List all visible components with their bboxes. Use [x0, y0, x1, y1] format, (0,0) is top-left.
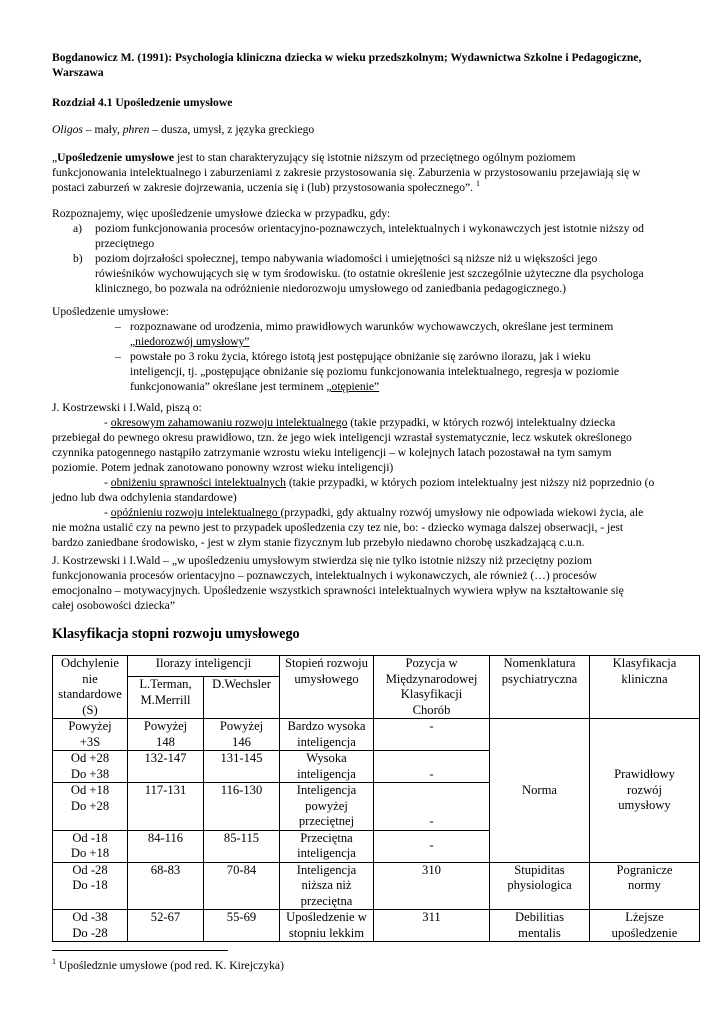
cell-spacer — [376, 751, 487, 767]
cell-text-line: L.Terman, — [139, 677, 192, 692]
etymology-line — [52, 122, 684, 137]
list-item-text — [130, 379, 680, 394]
list-item-text: rówieśników wychowujących się w tym środowisku. (to ostatnie określenie jest szczególnie użyteczne dla psychologa — [95, 267, 644, 280]
cell-text-line: Powyżej — [68, 719, 112, 733]
oligos-meaning: – mały, — [82, 123, 123, 136]
header-clinical — [590, 656, 700, 719]
table-row — [53, 719, 700, 751]
cell-text-line: +3S — [79, 734, 101, 749]
term-okresowe-zahamowanie: okresowym zahamowaniu rozwoju intelektualnego — [110, 416, 348, 429]
list-item-text — [130, 334, 680, 349]
list-item — [52, 319, 680, 349]
footnote-separator — [52, 950, 228, 951]
cell-text-line: Od +18 — [70, 783, 110, 797]
cell-text-line: rozwój — [627, 782, 662, 797]
paragraph-text: (takie przypadki, w których rozwój intelektualny dziecka — [347, 416, 616, 429]
cell-clinical — [590, 910, 700, 942]
cell-text-line: inteligencja — [297, 734, 356, 749]
list-item — [52, 221, 680, 251]
kostrzewski-wald-quote — [52, 553, 686, 613]
cell-terman: 117-131 — [128, 783, 204, 831]
cell-degree — [280, 783, 374, 831]
cell-text-line: standardowe — [58, 687, 122, 701]
paragraph-line: funkcjonowania procesów orientacyjno – poznawczych, intelektualnych i wykonawczych, ale również (…) procesów — [52, 569, 598, 582]
cell-text-line: Prawidłowy — [614, 767, 675, 781]
header-icd — [374, 656, 490, 719]
reference-line: Warszawa — [52, 66, 104, 79]
cell-text-line: psychiatryczna — [501, 671, 578, 686]
table-row — [53, 910, 700, 942]
cell-text-line: niższa niż — [301, 878, 352, 892]
cell-text-line: stopniu lekkim — [288, 925, 365, 940]
cell-text-line: Pogranicze — [616, 862, 673, 877]
definition-paragraph — [52, 150, 680, 195]
open-quote: „ — [52, 151, 58, 164]
cell-text-line: Międzynarodowej — [385, 671, 478, 686]
list-item-text: poziom funkcjonowania procesów orientacyjno-poznawczych, intelektualnych i wykonawczych jest istotnie niższy od — [95, 222, 644, 235]
cell-text-line: Pozycja w — [405, 656, 458, 670]
cell-deviation — [53, 862, 128, 910]
cell-text-line: Stopień rozwoju — [285, 656, 368, 670]
paragraph-line: poziomie. Potem jednak zanotowano ponowny wzrost wieku inteligencji) — [52, 461, 394, 474]
paragraph-line: przebiegał do pewnego okresu prawidłowo, tzn. że jego wiek inteligencji wzrastał systematycznie, lecz wskutek określonego — [52, 431, 632, 444]
cell-text-line: Upośledzenie w — [286, 910, 367, 924]
reference-line: Bogdanowicz M. (1991): Psychologia kliniczna dziecka w wieku przedszkolnym; Wydawnictwa Szkolne i Pedagogiczne, — [52, 51, 642, 64]
cell-text-line: mentalis — [518, 925, 561, 940]
cell-deviation — [53, 783, 128, 831]
disability-types-list — [52, 319, 680, 394]
cell-text-line: Przeciętna — [300, 830, 353, 845]
cell-nomenclature — [490, 910, 590, 942]
cell-text-line: Inteligencja — [296, 862, 357, 877]
footnote — [52, 958, 652, 973]
term-niedorozwoj: „niedorozwój umysłowy” — [130, 335, 250, 348]
cell-text-line: 148 — [156, 734, 175, 749]
cell-text-line: - — [429, 719, 434, 733]
definition-text: jest to stan charakteryzujący się istotnie niższym od przeciętnego ogólnym poziomem — [174, 151, 576, 164]
cell-spacer — [376, 783, 487, 799]
paragraph-line: J. Kostrzewski i I.Wald – „w upośledzeniu umysłowym stwierdza się nie tylko istotnie niższy niż przeciętny poziom — [52, 554, 592, 567]
cell-wechsler: 55-69 — [204, 910, 280, 942]
list-item-text: klinicznego, bo pozwala na odróżnienie niedorozwoju umysłowego od zaniedbania pedagogicznego.) — [95, 282, 566, 295]
definition-term: Upośledzenie umysłowe — [57, 151, 175, 164]
table-row — [53, 862, 700, 910]
cell-text-line: powyżej — [305, 798, 348, 813]
cell-terman: 52-67 — [128, 910, 204, 942]
dash: - — [104, 506, 111, 519]
cell-clinical — [590, 862, 700, 910]
paragraph-line: czynnika patogennego nastąpiło zatrzymanie wzrostu wieku inteligencji – w kolejnych latach pozostawał na tym samym — [52, 446, 612, 459]
cell-text-line: Wysoka — [306, 751, 347, 765]
definition-line: funkcjonowania intelektualnego i zaburzeniami z zakresie przystosowania się. Zaburzenia w przystosowaniu przejawiają się w — [52, 166, 641, 179]
cell-text-line: przeciętna — [300, 893, 353, 908]
header-degree — [280, 656, 374, 719]
cell-wechsler: 131-145 — [204, 751, 280, 783]
cell-text-line: Do -18 — [72, 878, 108, 892]
section-intro: J. Kostrzewski i I.Wald, piszą o: — [52, 401, 202, 414]
cell-text-line: Do +38 — [70, 766, 110, 781]
cell-nomenclature — [490, 862, 590, 910]
cell-text-line: Do -28 — [72, 925, 108, 940]
list-item-text: inteligencji, tj. „postępujące obniżanie się poziomu funkcjonowania intelektualnego, regresja w poziomie — [130, 365, 620, 378]
cell-text-line: - — [429, 766, 434, 781]
header-terman — [128, 677, 204, 719]
header-nomenclature — [490, 656, 590, 719]
header-wechsler: D.Wechsler — [204, 677, 280, 719]
paragraph-line — [52, 505, 686, 520]
cell-terman — [128, 719, 204, 751]
cell-text-line: Odchylenie — [60, 656, 120, 670]
cell-terman: 84-116 — [128, 830, 204, 862]
diagnosis-intro: Rozpoznajemy, więc upośledzenie umysłowe dziecka w przypadku, gdy: — [52, 207, 391, 220]
cell-text-line: (S) — [82, 702, 98, 717]
list-item — [52, 251, 680, 296]
paragraph-text: (przypadki, gdy aktualny rozwój umysłowy nie odpowiada wiekowi życia, ale — [280, 506, 644, 519]
cell-icd — [374, 719, 490, 751]
cell-text-line: Debilitias — [515, 910, 564, 924]
list-item — [52, 349, 680, 394]
footnote-mark: 1 — [52, 957, 56, 966]
cell-deviation — [53, 830, 128, 862]
definition-line — [52, 180, 680, 195]
term-otepienie: „otępienie” — [326, 380, 380, 393]
cell-text-line: Do +18 — [70, 846, 110, 860]
cell-text-line: Klasyfikacji — [400, 687, 463, 701]
cell-deviation — [53, 719, 128, 751]
cell-icd — [374, 751, 490, 783]
classification-heading: Klasyfikacja stopni rozwoju umysłowego — [52, 626, 300, 642]
cell-terman: 68-83 — [128, 862, 204, 910]
cell-icd: 311 — [374, 910, 490, 942]
paragraph-line — [52, 415, 686, 430]
header-iq: Ilorazy inteligencji — [128, 656, 280, 677]
cell-degree — [280, 751, 374, 783]
cell-deviation — [53, 910, 128, 942]
kostrzewski-wald-section — [52, 400, 686, 550]
bibliographic-reference — [52, 50, 684, 80]
paragraph-line: nie można ustalić czy na pewno jest to przypadek upośledzenia czy tez nie, bo: - dziecko wymaga dalszej obserwacji, - jest — [52, 521, 624, 534]
cell-terman: 132-147 — [128, 751, 204, 783]
cell-text-line: Nomenklatura — [503, 656, 576, 670]
cell-wechsler: 85-115 — [204, 830, 280, 862]
footnote-reference[interactable]: 1 — [475, 179, 480, 188]
list-item-text: rozpoznawane od urodzenia, mimo prawidłowych warunków wychowawczych, określane jest terminem — [130, 320, 614, 333]
cell-icd — [374, 783, 490, 831]
cell-text-line: inteligencja — [297, 766, 356, 781]
cell-text-line: Do +28 — [70, 798, 110, 813]
cell-degree — [280, 830, 374, 862]
paragraph-line: bardzo zaniedbane środowisko, - jest w złym stanie fizycznym lub przebyło niedawno chorobę uszkadzającą c.u.n. — [52, 536, 585, 549]
term-oligos: Oligos — [52, 123, 83, 136]
cell-text-line: kliniczna — [621, 671, 668, 686]
cell-text-line: Klasyfikacja — [612, 656, 677, 670]
paragraph-text: (takie przypadki, w których poziom intelektualny jest niższy niż poprzednio (o — [285, 476, 655, 489]
cell-text-line: Od -38 — [72, 910, 108, 924]
cell-text-line: inteligencja — [297, 846, 356, 860]
diagnosis-criteria-list — [52, 221, 680, 296]
cell-wechsler: 70-84 — [204, 862, 280, 910]
cell-spacer — [376, 799, 487, 815]
cell-text-line: Od +28 — [70, 751, 110, 765]
list-item-text: przeciętnego — [95, 237, 155, 250]
cell-text-line: M.Merrill — [140, 692, 191, 707]
term-phren: phren — [122, 123, 150, 136]
cell-wechsler — [204, 719, 280, 751]
list-item-text: poziom dojrzałości społecznej, tempo nabywania wiadomości i umiejętności są niższe niż u większości jego — [95, 252, 598, 265]
phren-meaning: – dusza, umysł, z języka greckiego — [149, 123, 315, 136]
dash: - — [104, 416, 111, 429]
paragraph-line: jedno lub dwa odchylenia standardowe) — [52, 491, 237, 504]
definition-text: postaci zaburzeń w zakresie dojrzewania, uczenia się i (lub) przystosowania społecznego”. — [52, 181, 474, 194]
cell-text-line: physiologica — [507, 878, 572, 892]
chapter-heading: Rozdział 4.1 Upośledzenie umysłowe — [52, 96, 233, 109]
cell-text-line: Od -18 — [72, 830, 108, 845]
header-deviation — [53, 656, 128, 719]
cell-nomenclature-norm: Norma — [490, 719, 590, 863]
cell-degree — [280, 719, 374, 751]
paragraph-line — [52, 475, 686, 490]
term-opoznienie-rozwoju: opóźnieniu rozwoju intelektualnego — [110, 506, 281, 519]
list-marker: a) — [73, 222, 83, 235]
cell-text-line: umysłowy — [618, 798, 671, 812]
cell-text-line: Powyżej — [219, 719, 264, 733]
footnote-text: Upośledznie umysłowe (pod red. K. Kirejczyka) — [56, 959, 284, 972]
cell-text-line: przeciętnej — [298, 814, 355, 828]
list-marker: b) — [73, 252, 83, 265]
cell-icd: 310 — [374, 862, 490, 910]
cell-text-line: Powyżej — [143, 719, 188, 733]
definition-line — [52, 150, 680, 165]
cell-wechsler: 116-130 — [204, 783, 280, 831]
cell-text-line: Chorób — [412, 702, 451, 717]
term-obnizenie-sprawnosci: obniżeniu sprawności intelektualnych — [110, 476, 286, 489]
classification-table — [52, 655, 700, 942]
dash: - — [104, 476, 111, 489]
cell-deviation — [53, 751, 128, 783]
cell-icd: - — [374, 830, 490, 862]
cell-degree — [280, 862, 374, 910]
cell-text-line: Od -28 — [72, 862, 108, 877]
disability-types-section — [52, 304, 680, 394]
table-header-row — [53, 656, 700, 677]
cell-text-line: - — [429, 814, 434, 828]
list-dash: – — [115, 350, 121, 363]
cell-text-line: Lżejsze — [625, 910, 664, 924]
cell-text-line: nie — [82, 671, 98, 686]
cell-clinical-norm — [590, 719, 700, 863]
list-item-text-part: funkcjonowania” określane jest terminem — [130, 380, 327, 393]
cell-text-line: umysłowego — [294, 671, 359, 686]
cell-text-line: 146 — [232, 734, 251, 749]
cell-text-line: upośledzenie — [611, 925, 678, 940]
cell-text-line: normy — [628, 878, 661, 892]
section-intro: Upośledzenie umysłowe: — [52, 305, 169, 318]
cell-degree — [280, 910, 374, 942]
cell-text-line: Bardzo wysoka — [287, 719, 366, 733]
cell-text-line: Inteligencja — [296, 783, 357, 797]
paragraph-line: emocjonalno – motywacyjnych. Upośledzenie wszystkich sprawności intelektualnych wywiera wpływ na kształtowanie się — [52, 584, 624, 597]
cell-text-line: Stupiditas — [514, 862, 565, 877]
diagnosis-section — [52, 206, 680, 296]
list-item-text: powstałe po 3 roku życia, którego istotą jest postępujące obniżanie się zarówno ilorazu, jak i wieku — [130, 350, 591, 363]
list-dash: – — [115, 320, 121, 333]
paragraph-line: całej osobowości dziecka” — [52, 599, 175, 612]
